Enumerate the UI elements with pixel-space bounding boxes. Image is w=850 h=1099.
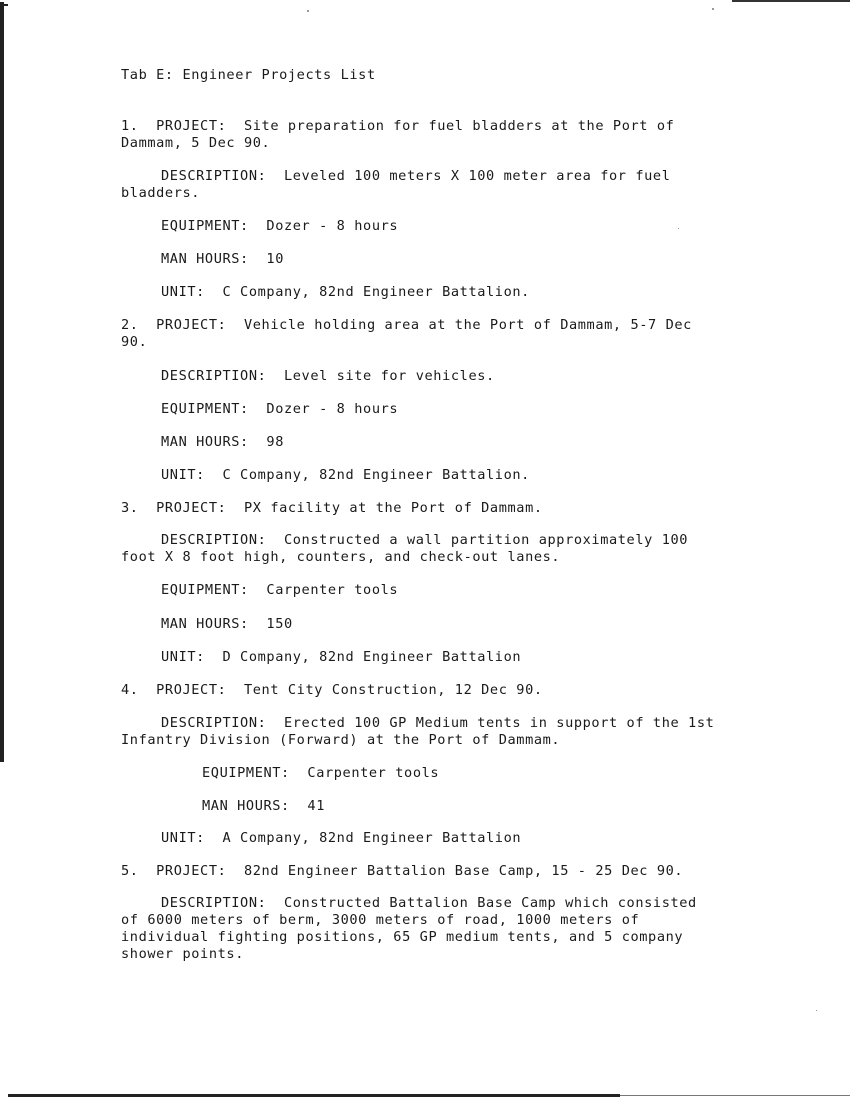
project-2-unit: UNIT: C Company, 82nd Engineer Battalion. [161, 467, 530, 483]
scan-edge-bottom [8, 1094, 620, 1097]
project-2-title: 2. PROJECT: Vehicle holding area at the Port of Dammam, 5-7 Dec [121, 317, 692, 333]
project-1-description-cont: bladders. [121, 185, 201, 201]
project-3-description-cont: foot X 8 foot high, counters, and check-out lanes. [121, 549, 561, 565]
scan-edge-bottom-thin [620, 1095, 850, 1096]
project-4-man-hours: MAN HOURS: 41 [202, 798, 325, 814]
scan-edge-top-left [0, 4, 8, 6]
project-3-man-hours: MAN HOURS: 150 [161, 616, 293, 632]
project-2-title-cont: 90. [121, 334, 148, 350]
project-3-unit: UNIT: D Company, 82nd Engineer Battalion [161, 649, 522, 665]
scan-edge-top-right [732, 0, 850, 2]
project-1-title-cont: Dammam, 5 Dec 90. [121, 135, 271, 151]
project-3-title: 3. PROJECT: PX facility at the Port of Dammam. [121, 500, 543, 516]
project-1-description: DESCRIPTION: Leveled 100 meters X 100 meter area for fuel [161, 168, 671, 184]
project-3-equipment: EQUIPMENT: Carpenter tools [161, 582, 399, 598]
project-5-title: 5. PROJECT: 82nd Engineer Battalion Base Camp, 15 - 25 Dec 90. [121, 863, 684, 879]
project-1-man-hours: MAN HOURS: 10 [161, 251, 284, 267]
project-5-description-cont-3: shower points. [121, 946, 244, 962]
scan-speck [816, 1010, 817, 1011]
project-1-title: 1. PROJECT: Site preparation for fuel bladders at the Port of [121, 118, 675, 134]
scan-speck [678, 228, 679, 229]
project-5-description-cont-2: individual fighting positions, 65 GP medium tents, and 5 company [121, 929, 684, 945]
project-4-description: DESCRIPTION: Erected 100 GP Medium tents in support of the 1st [161, 715, 715, 731]
project-4-unit: UNIT: A Company, 82nd Engineer Battalion [161, 830, 522, 846]
project-4-equipment: EQUIPMENT: Carpenter tools [202, 765, 440, 781]
project-5-description-cont-1: of 6000 meters of berm, 3000 meters of road, 1000 meters of [121, 912, 640, 928]
scan-edge-left [0, 2, 4, 762]
project-3-description: DESCRIPTION: Constructed a wall partition approximately 100 [161, 532, 689, 548]
scan-speck [307, 10, 309, 12]
project-2-man-hours: MAN HOURS: 98 [161, 434, 284, 450]
project-5-description: DESCRIPTION: Constructed Battalion Base Camp which consisted [161, 895, 697, 911]
project-4-description-cont: Infantry Division (Forward) at the Port of Dammam. [121, 732, 561, 748]
project-1-equipment: EQUIPMENT: Dozer - 8 hours [161, 218, 399, 234]
scan-speck [712, 8, 714, 10]
project-4-title: 4. PROJECT: Tent City Construction, 12 Dec 90. [121, 682, 543, 698]
page-title: Tab E: Engineer Projects List [121, 67, 376, 83]
project-2-description: DESCRIPTION: Level site for vehicles. [161, 368, 495, 384]
project-2-equipment: EQUIPMENT: Dozer - 8 hours [161, 401, 399, 417]
project-1-unit: UNIT: C Company, 82nd Engineer Battalion. [161, 284, 530, 300]
